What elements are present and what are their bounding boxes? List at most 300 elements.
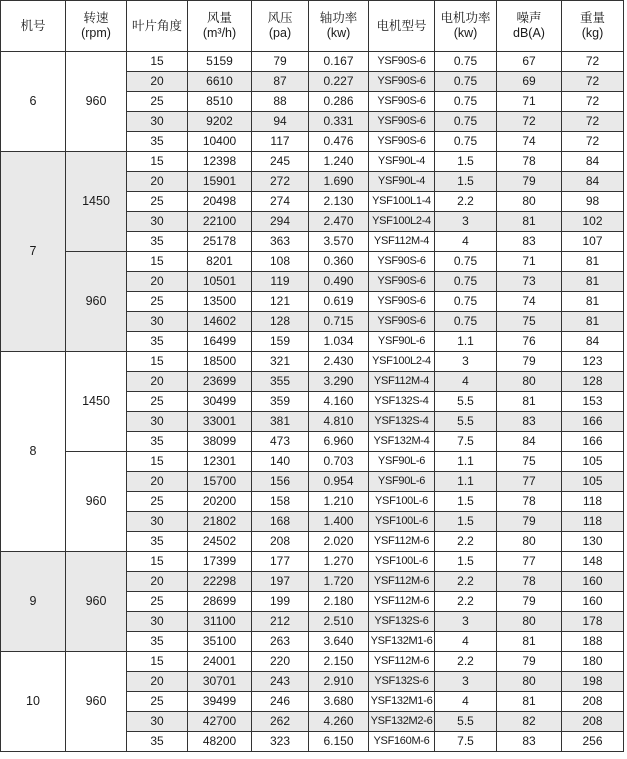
machine-no-cell: 6 (1, 52, 66, 152)
header-speed (66, 1, 127, 52)
pressure-cell: 245 (252, 152, 309, 172)
header-weight (562, 1, 624, 52)
noise-cell: 77 (497, 552, 562, 572)
blade-angle-cell: 25 (127, 292, 188, 312)
noise-cell: 73 (497, 272, 562, 292)
pressure-cell: 272 (252, 172, 309, 192)
airflow-cell: 24001 (188, 652, 252, 672)
airflow-cell: 5159 (188, 52, 252, 72)
motor-power-cell: 4 (435, 632, 497, 652)
motor-model-cell: YSF90S-6 (369, 272, 435, 292)
header-motor-model (369, 1, 435, 52)
motor-power-cell: 1.1 (435, 332, 497, 352)
blade-angle-cell: 20 (127, 572, 188, 592)
motor-model-cell: YSF90S-6 (369, 132, 435, 152)
blade-angle-cell: 25 (127, 92, 188, 112)
blade-angle-cell: 35 (127, 332, 188, 352)
blade-angle-cell: 15 (127, 652, 188, 672)
shaft-power-cell: 0.286 (309, 92, 369, 112)
pressure-cell: 108 (252, 252, 309, 272)
noise-cell: 83 (497, 232, 562, 252)
airflow-cell: 22298 (188, 572, 252, 592)
pressure-cell: 208 (252, 532, 309, 552)
speed-cell: 960 (66, 552, 127, 652)
motor-model-cell: YSF90L-6 (369, 332, 435, 352)
motor-power-cell: 0.75 (435, 132, 497, 152)
motor-model-cell: YSF160M-6 (369, 732, 435, 752)
header-shaft-power-unit: (kw) (326, 26, 351, 40)
weight-cell: 208 (562, 712, 624, 732)
weight-cell: 81 (562, 312, 624, 332)
pressure-cell: 128 (252, 312, 309, 332)
airflow-cell: 12398 (188, 152, 252, 172)
airflow-cell: 20200 (188, 492, 252, 512)
blade-angle-cell: 25 (127, 192, 188, 212)
motor-model-cell: YSF112M-6 (369, 652, 435, 672)
noise-cell: 77 (497, 472, 562, 492)
motor-power-cell: 0.75 (435, 312, 497, 332)
speed-cell: 960 (66, 652, 127, 752)
header-blade-angle-label: 叶片角度 (131, 18, 182, 33)
motor-model-cell: YSF112M-6 (369, 572, 435, 592)
weight-cell: 81 (562, 292, 624, 312)
blade-angle-cell: 20 (127, 172, 188, 192)
blade-angle-cell: 25 (127, 492, 188, 512)
motor-model-cell: YSF112M-4 (369, 372, 435, 392)
motor-model-cell: YSF90L-6 (369, 472, 435, 492)
airflow-cell: 20498 (188, 192, 252, 212)
header-blade-angle (127, 1, 188, 52)
motor-model-cell: YSF90S-6 (369, 72, 435, 92)
motor-power-cell: 0.75 (435, 52, 497, 72)
noise-cell: 74 (497, 292, 562, 312)
blade-angle-cell: 20 (127, 372, 188, 392)
shaft-power-cell: 0.490 (309, 272, 369, 292)
weight-cell: 102 (562, 212, 624, 232)
noise-cell: 81 (497, 212, 562, 232)
weight-cell: 118 (562, 492, 624, 512)
weight-cell: 256 (562, 732, 624, 752)
speed-cell: 1450 (66, 352, 127, 452)
blade-angle-cell: 15 (127, 352, 188, 372)
motor-power-cell: 2.2 (435, 192, 497, 212)
shaft-power-cell: 3.640 (309, 632, 369, 652)
table-row (1, 52, 624, 72)
noise-cell: 81 (497, 692, 562, 712)
blade-angle-cell: 35 (127, 132, 188, 152)
table-row (1, 652, 624, 672)
table-row (1, 152, 624, 172)
speed-cell: 960 (66, 252, 127, 352)
shaft-power-cell: 0.954 (309, 472, 369, 492)
header-noise (497, 1, 562, 52)
weight-cell: 98 (562, 192, 624, 212)
noise-cell: 79 (497, 652, 562, 672)
airflow-cell: 8201 (188, 252, 252, 272)
airflow-cell: 24502 (188, 532, 252, 552)
motor-model-cell: YSF90S-6 (369, 92, 435, 112)
airflow-cell: 12301 (188, 452, 252, 472)
noise-cell: 83 (497, 412, 562, 432)
weight-cell: 160 (562, 572, 624, 592)
pressure-cell: 263 (252, 632, 309, 652)
weight-cell: 198 (562, 672, 624, 692)
airflow-cell: 9202 (188, 112, 252, 132)
shaft-power-cell: 0.715 (309, 312, 369, 332)
pressure-cell: 87 (252, 72, 309, 92)
airflow-cell: 35100 (188, 632, 252, 652)
motor-power-cell: 5.5 (435, 712, 497, 732)
motor-power-cell: 2.2 (435, 572, 497, 592)
motor-model-cell: YSF90S-6 (369, 252, 435, 272)
weight-cell: 72 (562, 132, 624, 152)
noise-cell: 79 (497, 172, 562, 192)
blade-angle-cell: 20 (127, 272, 188, 292)
shaft-power-cell: 1.690 (309, 172, 369, 192)
motor-model-cell: YSF90S-6 (369, 292, 435, 312)
motor-model-cell: YSF132M2-6 (369, 712, 435, 732)
noise-cell: 76 (497, 332, 562, 352)
pressure-cell: 117 (252, 132, 309, 152)
motor-power-cell: 4 (435, 372, 497, 392)
shaft-power-cell: 3.680 (309, 692, 369, 712)
header-pressure-unit: (pa) (268, 26, 292, 40)
shaft-power-cell: 0.476 (309, 132, 369, 152)
weight-cell: 160 (562, 592, 624, 612)
airflow-cell: 28699 (188, 592, 252, 612)
motor-model-cell: YSF90L-4 (369, 152, 435, 172)
blade-angle-cell: 35 (127, 732, 188, 752)
shaft-power-cell: 6.150 (309, 732, 369, 752)
weight-cell: 178 (562, 612, 624, 632)
table-header (1, 1, 624, 52)
header-weight-label: 重量 (579, 11, 605, 25)
blade-angle-cell: 35 (127, 632, 188, 652)
noise-cell: 74 (497, 132, 562, 152)
machine-no-cell: 7 (1, 152, 66, 352)
noise-cell: 75 (497, 452, 562, 472)
pressure-cell: 140 (252, 452, 309, 472)
shaft-power-cell: 2.150 (309, 652, 369, 672)
motor-power-cell: 5.5 (435, 412, 497, 432)
pressure-cell: 94 (252, 112, 309, 132)
noise-cell: 81 (497, 632, 562, 652)
blade-angle-cell: 30 (127, 112, 188, 132)
blade-angle-cell: 30 (127, 512, 188, 532)
weight-cell: 188 (562, 632, 624, 652)
table-row (1, 252, 624, 272)
blade-angle-cell: 15 (127, 552, 188, 572)
pressure-cell: 220 (252, 652, 309, 672)
shaft-power-cell: 6.960 (309, 432, 369, 452)
shaft-power-cell: 1.270 (309, 552, 369, 572)
weight-cell: 130 (562, 532, 624, 552)
weight-cell: 84 (562, 172, 624, 192)
motor-model-cell: YSF132S-6 (369, 672, 435, 692)
pressure-cell: 197 (252, 572, 309, 592)
shaft-power-cell: 0.331 (309, 112, 369, 132)
weight-cell: 166 (562, 432, 624, 452)
airflow-cell: 16499 (188, 332, 252, 352)
shaft-power-cell: 3.290 (309, 372, 369, 392)
shaft-power-cell: 1.720 (309, 572, 369, 592)
pressure-cell: 246 (252, 692, 309, 712)
weight-cell: 84 (562, 152, 624, 172)
pressure-cell: 359 (252, 392, 309, 412)
noise-cell: 79 (497, 352, 562, 372)
motor-power-cell: 1.5 (435, 172, 497, 192)
pressure-cell: 262 (252, 712, 309, 732)
weight-cell: 81 (562, 252, 624, 272)
pressure-cell: 159 (252, 332, 309, 352)
pressure-cell: 119 (252, 272, 309, 292)
motor-model-cell: YSF100L-6 (369, 492, 435, 512)
pressure-cell: 274 (252, 192, 309, 212)
weight-cell: 105 (562, 452, 624, 472)
airflow-cell: 17399 (188, 552, 252, 572)
motor-power-cell: 3 (435, 352, 497, 372)
header-motor-power-label: 电机功率 (440, 11, 491, 25)
motor-model-cell: YSF100L-6 (369, 552, 435, 572)
noise-cell: 80 (497, 192, 562, 212)
shaft-power-cell: 2.470 (309, 212, 369, 232)
noise-cell: 80 (497, 612, 562, 632)
motor-power-cell: 0.75 (435, 272, 497, 292)
motor-power-cell: 2.2 (435, 592, 497, 612)
pressure-cell: 355 (252, 372, 309, 392)
shaft-power-cell: 1.400 (309, 512, 369, 532)
header-motor-model-label: 电机型号 (376, 18, 427, 33)
pressure-cell: 177 (252, 552, 309, 572)
header-motor-power (435, 1, 497, 52)
table-row (1, 452, 624, 472)
motor-power-cell: 4 (435, 692, 497, 712)
pressure-cell: 243 (252, 672, 309, 692)
motor-model-cell: YSF132M1-6 (369, 632, 435, 652)
airflow-cell: 38099 (188, 432, 252, 452)
airflow-cell: 42700 (188, 712, 252, 732)
airflow-cell: 25178 (188, 232, 252, 252)
motor-model-cell: YSF100L2-4 (369, 212, 435, 232)
motor-model-cell: YSF132M1-6 (369, 692, 435, 712)
header-weight-unit: (kg) (581, 26, 604, 40)
shaft-power-cell: 1.034 (309, 332, 369, 352)
blade-angle-cell: 30 (127, 612, 188, 632)
pressure-cell: 199 (252, 592, 309, 612)
noise-cell: 82 (497, 712, 562, 732)
header-speed-unit: (rpm) (81, 26, 111, 40)
motor-model-cell: YSF100L1-4 (369, 192, 435, 212)
blade-angle-cell: 15 (127, 452, 188, 472)
blade-angle-cell: 20 (127, 72, 188, 92)
shaft-power-cell: 2.180 (309, 592, 369, 612)
machine-no-cell: 9 (1, 552, 66, 652)
blade-angle-cell: 15 (127, 52, 188, 72)
weight-cell: 105 (562, 472, 624, 492)
motor-power-cell: 0.75 (435, 252, 497, 272)
blade-angle-cell: 15 (127, 252, 188, 272)
blade-angle-cell: 30 (127, 312, 188, 332)
speed-cell: 1450 (66, 152, 127, 252)
motor-model-cell: YSF112M-4 (369, 232, 435, 252)
airflow-cell: 48200 (188, 732, 252, 752)
blade-angle-cell: 25 (127, 592, 188, 612)
pressure-cell: 321 (252, 352, 309, 372)
shaft-power-cell: 0.360 (309, 252, 369, 272)
airflow-cell: 14602 (188, 312, 252, 332)
noise-cell: 79 (497, 512, 562, 532)
weight-cell: 166 (562, 412, 624, 432)
airflow-cell: 6610 (188, 72, 252, 92)
motor-model-cell: YSF90L-4 (369, 172, 435, 192)
blade-angle-cell: 35 (127, 532, 188, 552)
motor-power-cell: 1.5 (435, 512, 497, 532)
weight-cell: 153 (562, 392, 624, 412)
weight-cell: 84 (562, 332, 624, 352)
blade-angle-cell: 20 (127, 472, 188, 492)
airflow-cell: 15700 (188, 472, 252, 492)
noise-cell: 80 (497, 672, 562, 692)
airflow-cell: 23699 (188, 372, 252, 392)
noise-cell: 84 (497, 432, 562, 452)
motor-model-cell: YSF132S-4 (369, 392, 435, 412)
noise-cell: 78 (497, 152, 562, 172)
pressure-cell: 323 (252, 732, 309, 752)
airflow-cell: 15901 (188, 172, 252, 192)
shaft-power-cell: 3.570 (309, 232, 369, 252)
motor-power-cell: 0.75 (435, 72, 497, 92)
weight-cell: 180 (562, 652, 624, 672)
header-motor-power-unit: (kw) (453, 26, 478, 40)
shaft-power-cell: 2.510 (309, 612, 369, 632)
blade-angle-cell: 30 (127, 412, 188, 432)
pressure-cell: 79 (252, 52, 309, 72)
motor-power-cell: 1.1 (435, 472, 497, 492)
motor-model-cell: YSF132M-4 (369, 432, 435, 452)
noise-cell: 80 (497, 532, 562, 552)
pressure-cell: 294 (252, 212, 309, 232)
weight-cell: 72 (562, 112, 624, 132)
header-speed-label: 转速 (83, 11, 109, 25)
table-row (1, 352, 624, 372)
motor-model-cell: YSF90S-6 (369, 52, 435, 72)
motor-model-cell: YSF90S-6 (369, 112, 435, 132)
airflow-cell: 22100 (188, 212, 252, 232)
motor-model-cell: YSF132S-4 (369, 412, 435, 432)
header-noise-label: 噪声 (516, 11, 542, 25)
noise-cell: 69 (497, 72, 562, 92)
header-airflow (188, 1, 252, 52)
noise-cell: 81 (497, 392, 562, 412)
weight-cell: 72 (562, 52, 624, 72)
airflow-cell: 13500 (188, 292, 252, 312)
machine-no-cell: 8 (1, 352, 66, 552)
weight-cell: 72 (562, 92, 624, 112)
motor-power-cell: 0.75 (435, 92, 497, 112)
airflow-cell: 10501 (188, 272, 252, 292)
airflow-cell: 30499 (188, 392, 252, 412)
motor-power-cell: 3 (435, 612, 497, 632)
airflow-cell: 8510 (188, 92, 252, 112)
shaft-power-cell: 0.703 (309, 452, 369, 472)
blade-angle-cell: 20 (127, 672, 188, 692)
motor-model-cell: YSF112M-6 (369, 592, 435, 612)
shaft-power-cell: 0.619 (309, 292, 369, 312)
motor-power-cell: 3 (435, 672, 497, 692)
machine-no-cell: 10 (1, 652, 66, 752)
weight-cell: 123 (562, 352, 624, 372)
blade-angle-cell: 15 (127, 152, 188, 172)
pressure-cell: 121 (252, 292, 309, 312)
shaft-power-cell: 4.160 (309, 392, 369, 412)
header-shaft-power (309, 1, 369, 52)
airflow-cell: 10400 (188, 132, 252, 152)
motor-power-cell: 4 (435, 232, 497, 252)
motor-power-cell: 5.5 (435, 392, 497, 412)
speed-cell: 960 (66, 52, 127, 152)
blade-angle-cell: 30 (127, 212, 188, 232)
weight-cell: 208 (562, 692, 624, 712)
shaft-power-cell: 2.910 (309, 672, 369, 692)
motor-model-cell: YSF100L2-4 (369, 352, 435, 372)
motor-model-cell: YSF100L-6 (369, 512, 435, 532)
noise-cell: 83 (497, 732, 562, 752)
blade-angle-cell: 35 (127, 432, 188, 452)
airflow-cell: 31100 (188, 612, 252, 632)
weight-cell: 72 (562, 72, 624, 92)
header-noise-unit: dB(A) (513, 26, 545, 40)
motor-power-cell: 2.2 (435, 652, 497, 672)
shaft-power-cell: 2.020 (309, 532, 369, 552)
motor-model-cell: YSF132S-6 (369, 612, 435, 632)
speed-cell: 960 (66, 452, 127, 552)
shaft-power-cell: 4.810 (309, 412, 369, 432)
blade-angle-cell: 25 (127, 692, 188, 712)
header-airflow-unit: (m³/h) (202, 26, 237, 40)
shaft-power-cell: 2.130 (309, 192, 369, 212)
airflow-cell: 39499 (188, 692, 252, 712)
pressure-cell: 168 (252, 512, 309, 532)
noise-cell: 75 (497, 312, 562, 332)
pressure-cell: 363 (252, 232, 309, 252)
shaft-power-cell: 0.227 (309, 72, 369, 92)
pressure-cell: 156 (252, 472, 309, 492)
weight-cell: 118 (562, 512, 624, 532)
motor-power-cell: 0.75 (435, 112, 497, 132)
header-pressure (252, 1, 309, 52)
header-shaft-power-label: 轴功率 (319, 11, 358, 25)
header-pressure-label: 风压 (267, 11, 293, 25)
motor-power-cell: 3 (435, 212, 497, 232)
shaft-power-cell: 4.260 (309, 712, 369, 732)
header-machine-no (1, 1, 66, 52)
weight-cell: 81 (562, 272, 624, 292)
airflow-cell: 30701 (188, 672, 252, 692)
pressure-cell: 381 (252, 412, 309, 432)
shaft-power-cell: 1.240 (309, 152, 369, 172)
pressure-cell: 158 (252, 492, 309, 512)
motor-power-cell: 1.5 (435, 552, 497, 572)
motor-model-cell: YSF90L-6 (369, 452, 435, 472)
motor-power-cell: 1.5 (435, 492, 497, 512)
shaft-power-cell: 0.167 (309, 52, 369, 72)
airflow-cell: 18500 (188, 352, 252, 372)
motor-model-cell: YSF112M-6 (369, 532, 435, 552)
table-row (1, 552, 624, 572)
noise-cell: 71 (497, 92, 562, 112)
noise-cell: 79 (497, 592, 562, 612)
noise-cell: 78 (497, 572, 562, 592)
